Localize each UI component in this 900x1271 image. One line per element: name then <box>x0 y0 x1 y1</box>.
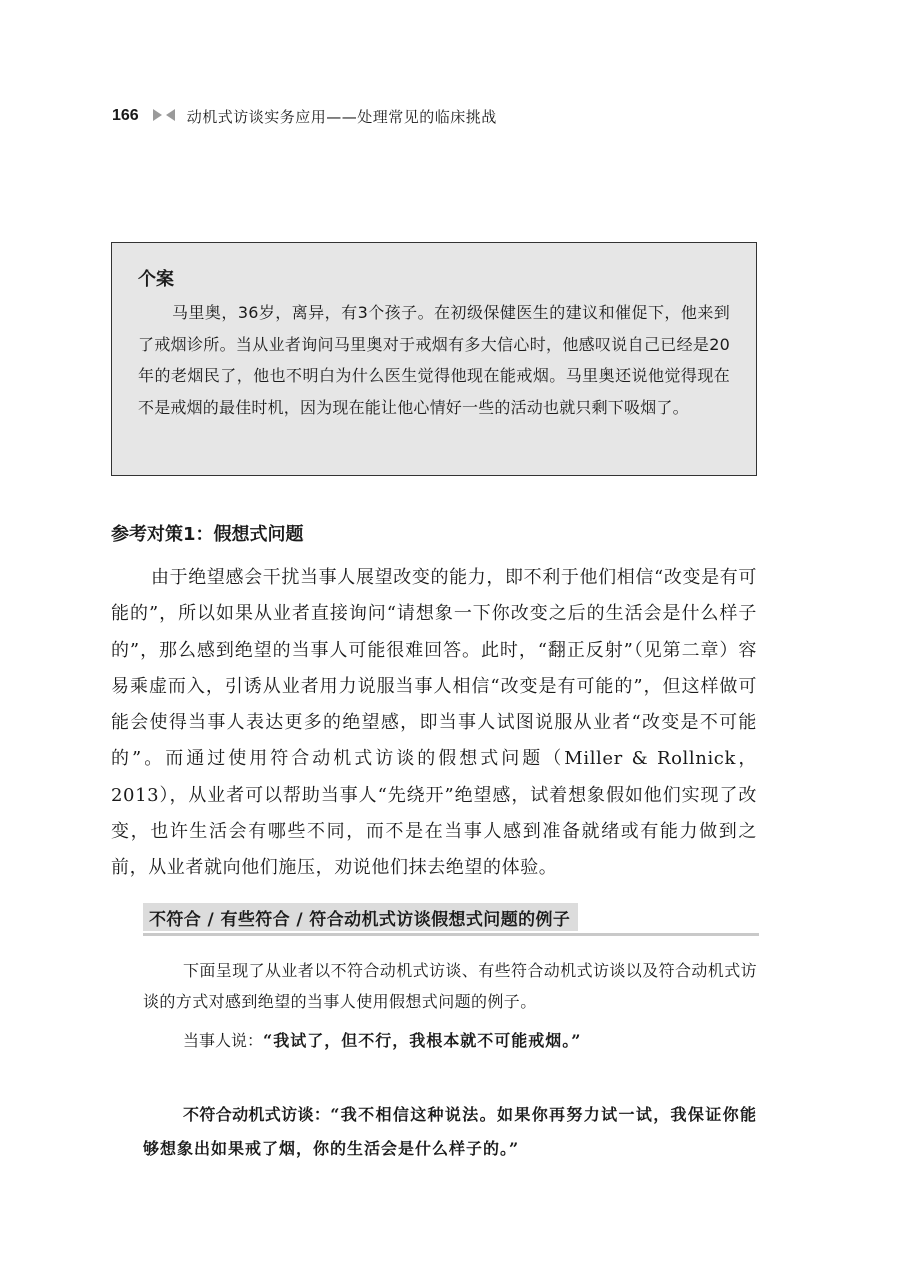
non-mi-label: 不符合动机式访谈： <box>183 1105 331 1124</box>
non-mi-example <box>143 1098 757 1166</box>
section-title: 参考对策1：假想式问题 <box>111 524 304 545</box>
example-heading <box>143 903 759 936</box>
client-label: 当事人说： <box>183 1031 264 1050</box>
case-title: 个案 <box>138 269 174 290</box>
bowtie-ornament-icon <box>153 107 175 125</box>
running-header <box>112 104 497 128</box>
book-title: 动机式访谈实务应用——处理常见的临床挑战 <box>186 107 497 126</box>
main-paragraph: 由于绝望感会干扰当事人展望改变的能力，即不利于他们相信“改变是有可能的”，所以如果从业者直接询问“请想象一下你改变之后的生活会是什么样子的”，那么感到绝望的当事人可能很难回答。此时，“翻正反射”（见第二章）容易乘虚而入，引诱从业者用力说服当事人相信“改变是有可能的”，但这样做可能会使得当事人表达更多的绝望感，即当事人试图说服从业者“改变是不可能的”。而通过使用符合动机式访谈的假想式问题（Miller & Rollnick，2013），从业者可以帮助当事人“先绕开”绝望感，试着想象假如他们实现了改变，也许生活会有哪些不同，而不是在当事人感到准备就绪或有能力做到之前，从业者就向他们施压，劝说他们抹去绝望的体验。 <box>111 567 757 879</box>
non-mi-quote: “我不相信这种说法。如果你再努力试一试，我保证你能够想象出如果戒了烟，你的生活会是什么样子的。” <box>143 1105 757 1158</box>
intro-paragraph: 下面呈现了从业者以不符合动机式访谈、有些符合动机式访谈以及符合动机式访谈的方式对感到绝望的当事人使用假想式问题的例子。 <box>143 961 758 1011</box>
page-number: 166 <box>112 107 139 124</box>
case-body: 马里奥，36岁，离异，有3个孩子。在初级保健医生的建议和催促下，他来到了戒烟诊所。当从业者询问马里奥对于戒烟有多大信心时，他感叹说自己已经是20年的老烟民了，他也不明白为什么医生觉得他现在能戒烟。马里奥还说他觉得现在不是戒烟的最佳时机，因为现在能让他心情好一些的活动也就只剩下吸烟了。 <box>138 303 730 417</box>
client-quote: “我试了，但不行，我根本就不可能戒烟。” <box>263 1031 582 1050</box>
example-heading-text: 不符合 / 有些符合 / 符合动机式访谈假想式问题的例子 <box>143 903 578 931</box>
case-box <box>111 242 757 476</box>
client-statement <box>183 1028 581 1051</box>
